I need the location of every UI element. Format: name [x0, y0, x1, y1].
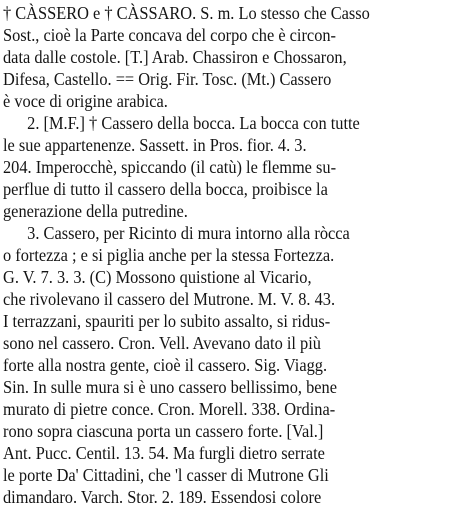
dictionary-entry: [3, 2, 469, 507]
text-line: Sin. In sulle mura si è uno cassero bellissimo, bene: [3, 377, 338, 397]
text-line: generazione della putredine.: [3, 201, 188, 221]
sense-2-line: 2. [M.F.] † Cassero della bocca. La bocca con tutte: [27, 113, 360, 133]
text-line: perflue di tutto il cassero della bocca, proibisce la: [3, 179, 328, 199]
text-line: † CÀSSERO e † CÀSSARO. S. m. Lo stesso che Casso: [3, 3, 370, 23]
text-line: che rivolevano il cassero del Mutrone. M. V. 8. 43.: [3, 289, 336, 309]
text-line: Sost., cioè la Parte concava del corpo che è circon-: [3, 25, 337, 45]
text-line: data dalle costole. [T.] Arab. Chassiron e Chossaron,: [3, 47, 347, 67]
text-line: Difesa, Castello. == Orig. Fir. Tosc. (Mt.) Cassero: [3, 69, 332, 89]
text-line: sono nel cassero. Cron. Vell. Avevano dato il più: [3, 333, 321, 353]
text-line: le sue appartenenze. Sassett. in Pros. fior. 4. 3.: [3, 135, 307, 155]
text-line: murato di pietre conce. Cron. Morell. 338. Ordina-: [3, 399, 336, 419]
text-line: dimandaro. Varch. Stor. 2. 189. Essendosi colore: [3, 487, 322, 507]
text-line: le porte Da' Cittadini, che 'l casser di Mutrone Gli: [3, 465, 329, 485]
text-line: Ant. Pucc. Centil. 13. 54. Ma furgli dietro serrate: [3, 443, 325, 463]
text-line: G. V. 7. 3. 3. (C) Mossono quistione al Vicario,: [3, 267, 312, 287]
text-line: o fortezza ; e si piglia anche per la stessa Fortezza.: [3, 245, 335, 265]
sense-3-line: 3. Cassero, per Ricinto di mura intorno alla ròcca: [27, 223, 350, 243]
text-line: è voce di origine arabica.: [3, 91, 168, 111]
text-line: forte alla nostra gente, cioè il cassero. Sig. Viagg.: [3, 355, 328, 375]
text-line: I terrazzani, spauriti per lo subito assalto, si ridus-: [3, 311, 331, 331]
text-line: rono sopra ciascuna porta un cassero forte. [Val.]: [3, 421, 324, 441]
text-line: 204. Imperocchè, spiccando (il catù) le flemme su-: [3, 157, 337, 177]
